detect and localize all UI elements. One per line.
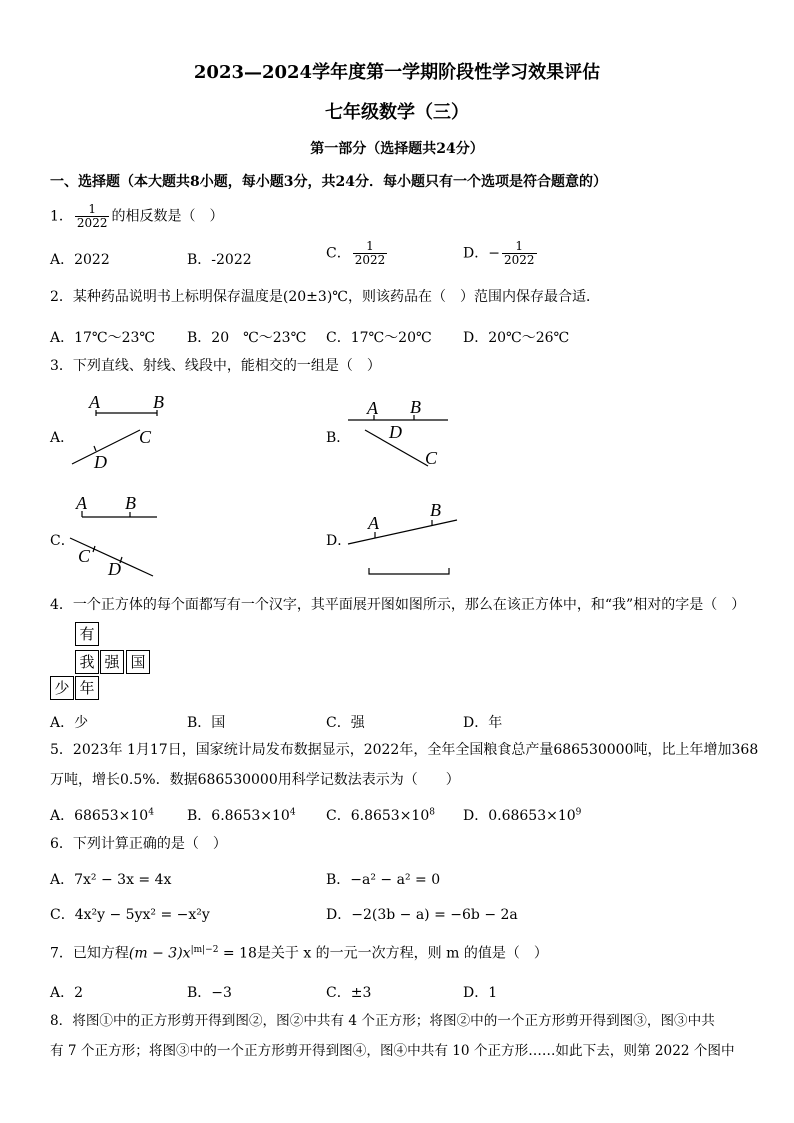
q2-option-c: C．17℃～20℃ <box>326 330 432 346</box>
q1-option-a: A．2022 <box>50 252 110 268</box>
q3-option-b: B． <box>326 430 351 446</box>
fig-a-label-b: B <box>153 392 164 412</box>
question-3: 3．下列直线、射线、线段中，能相交的一组是（ ） <box>50 358 381 374</box>
net-cell-qiang: 强 <box>100 650 124 674</box>
q1-option-b: B．-2022 <box>187 252 252 268</box>
fig-c-label-b: B <box>125 493 136 513</box>
q1-number: 1． <box>50 208 73 225</box>
q5-option-b: B．$6.8653\times 10^4$ <box>187 807 296 824</box>
fig-a-label-a: A <box>89 392 100 412</box>
fig-a-tick-d <box>94 446 96 451</box>
q1-option-c: C． $\frac{1}{2022}$ <box>326 239 386 268</box>
fig-d-label-a: A <box>368 513 379 533</box>
question-4: 4．一个正方体的每个面都写有一个汉字，其平面展开图如图所示，那么在该正方体中，和“我”相对的字是（ ） <box>50 597 746 613</box>
q7-exponent: |m|−2 <box>190 945 219 955</box>
q4-option-c: C．强 <box>326 715 365 731</box>
fig-c-label-a: A <box>76 493 87 513</box>
fig-b-label-b: B <box>410 397 421 417</box>
q4-option-a: A．少 <box>50 715 89 731</box>
q7-option-d: D．1 <box>463 985 498 1001</box>
q3-option-a: A． <box>50 430 75 446</box>
q7-option-b: B．−3 <box>187 985 232 1001</box>
q1-fraction: $\frac{1}{2022}$ <box>76 202 108 231</box>
q4-option-b: B．国 <box>187 715 226 731</box>
q3-option-d: D． <box>326 533 352 549</box>
q1-stem: 的相反数是（ ） <box>111 208 224 225</box>
fig-c-label-d: D <box>108 559 121 579</box>
q6-option-b: B．−a² − a² = 0 <box>326 872 441 888</box>
fig-d-segment <box>369 568 449 574</box>
net-cell-you: 有 <box>75 622 99 646</box>
page-title: 2023—2024学年度第一学期阶段性学习效果评估 <box>193 62 601 83</box>
q5-option-d: D．$0.68653\times 10^9$ <box>463 807 582 824</box>
fig-b-label-a: A <box>367 398 378 418</box>
net-cell-shao: 少 <box>50 676 74 700</box>
question-8-line-1: 8．将图①中的正方形剪开得到图②，图②中共有 4 个正方形；将图②中的一个正方形剪开得到图③，图③中共 <box>50 1013 715 1029</box>
q6-option-a: A．7x² − 3x = 4x <box>50 872 172 888</box>
question-5-line-2: 万吨，增长0.5%．数据686530000用科学记数法表示为（ ） <box>50 772 460 788</box>
question-8-line-2: 有 7 个正方形；将图③中的一个正方形剪开得到图④，图④中共有 10 个正方形……如此下去，则第 2022 个图中 <box>50 1043 735 1059</box>
q4-option-d: D．年 <box>463 715 503 731</box>
part-heading: 第一部分（选择题共24分） <box>310 141 484 157</box>
fig-b-label-d: D <box>389 422 402 442</box>
net-cell-guo: 国 <box>126 650 150 674</box>
fig-a-segment-ab <box>96 410 157 416</box>
q6-option-d: D．−2(3b − a) = −6b − 2a <box>326 907 518 923</box>
question-7: 7．已知方程$(m - 3)x^{|m|-2} = 18$是关于 x 的一元一次方程，则 m 的值是（ ） <box>50 945 548 962</box>
q1-option-d: D．− $\frac{1}{2022}$ <box>463 239 535 268</box>
q7-equation: (m − 3)x <box>128 945 191 962</box>
fig-d-label-b: B <box>430 500 441 520</box>
section-heading: 一、选择题（本大题共8小题，每小题3分，共24分．每小题只有一个选项是符合题意的） <box>50 174 607 190</box>
q5-option-a: A．$68653\times 10^4$ <box>50 807 154 824</box>
fig-b-label-c: C <box>425 448 438 468</box>
question-6: 6．下列计算正确的是（ ） <box>50 836 227 852</box>
question-2: 2．某种药品说明书上标明保存温度是(20±3)℃，则该药品在（ ）范围内保存最合适． <box>50 289 600 305</box>
q5-option-c: C．$6.8653\times 10^8$ <box>326 807 435 824</box>
net-cell-wo: 我 <box>75 650 99 674</box>
q2-option-b: B．20 ℃～23℃ <box>187 330 307 346</box>
q2-option-a: A．17℃～23℃ <box>50 330 156 346</box>
page-subtitle: 七年级数学（三） <box>325 102 469 123</box>
q6-option-c: C．4x²y − 5yx² = −x²y <box>50 907 210 923</box>
fig-c-label-c: C <box>78 546 91 566</box>
q7-option-c: C．±3 <box>326 985 372 1001</box>
question-5-line-1: 5．2023年 1月17日，国家统计局发布数据显示，2022年，全年全国粮食总产量686530000吨，比上年增加368 <box>50 742 759 758</box>
fig-a-label-d: D <box>94 452 107 472</box>
fig-a-label-c: C <box>139 427 152 447</box>
q7-option-a: A．2 <box>50 985 84 1001</box>
q3-option-c: C． <box>50 533 75 549</box>
net-cell-nian: 年 <box>75 676 99 700</box>
q2-option-d: D．20℃～26℃ <box>463 330 570 346</box>
fig-d-ray-ab <box>348 520 457 544</box>
